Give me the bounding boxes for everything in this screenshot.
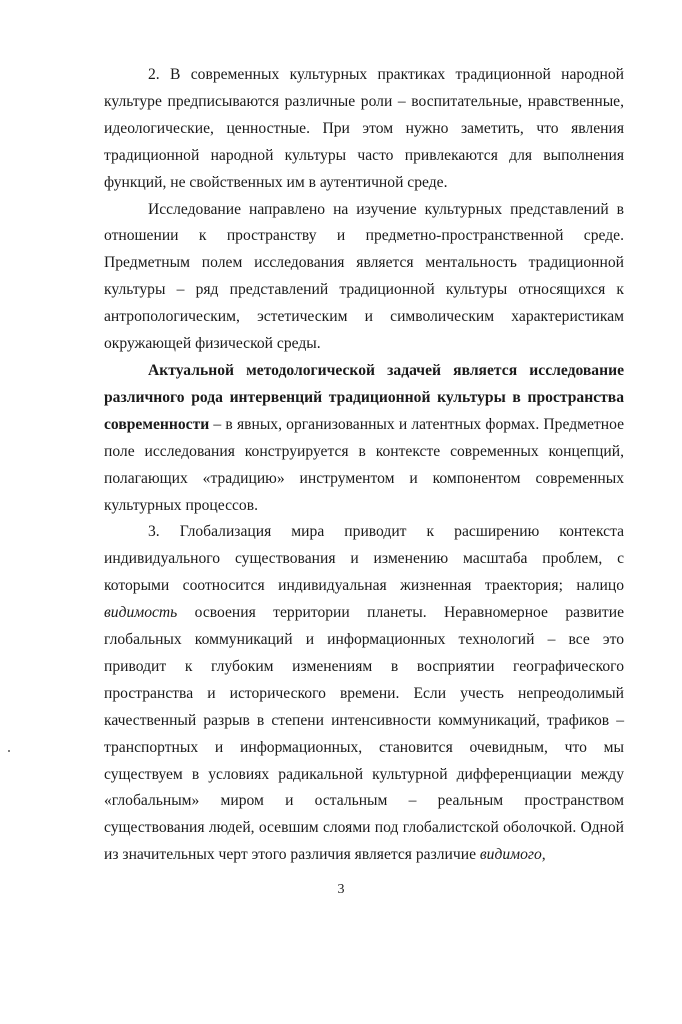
- paragraph-4-text-a: 3. Глобализация мира приводит к расширению контекста индивидуального существования и изменению масштаба проблем, с которыми соотносится индивидуальная жизненная траектория; налицо: [104, 523, 624, 595]
- paragraph-2: [104, 197, 624, 358]
- paragraph-1-text: 2. В современных культурных практиках традиционной народной культуре предписываются различные роли – воспитательные, нравственные, идеологические, ценностные. При этом нужно заметить, что явления традиционной народной культуры часто привлекаются для выполнения функций, не свойственных им в аутентичной среде.: [104, 66, 624, 191]
- paragraph-4-italic-a: видимость: [104, 604, 178, 622]
- paragraph-1: [104, 62, 624, 197]
- document-body: [104, 62, 624, 869]
- paragraph-4-italic-b: видимого,: [479, 846, 546, 864]
- paragraph-3-text: – в явных, организованных и латентных формах. Предметное поле исследования конструируется в контексте современных концепций, полагающих «традицию» инструментом и компонентом современных культурных процессов.: [104, 415, 624, 514]
- page-number: 3: [337, 882, 345, 897]
- paragraph-4: [104, 519, 624, 869]
- scan-speck: [8, 750, 10, 752]
- paragraph-4-text-b: освоения территории планеты. Неравномерное развитие глобальных коммуникаций и информационных технологий – все это приводит к глубоким изменениям в восприятии географического пространства и исторического времени. Если учесть непреодолимый качественный разрыв в степени интенсивности коммуникаций, трафиков – транспортных и информационных, становится очевидным, что мы существуем в условиях радикальной культурной дифференциации между «глобальным» миром и остальным – реальным пространством существования людей, осевшим слоями под глобалистской оболочкой. Одной из значительных черт этого различия является различие: [104, 604, 624, 864]
- paragraph-2-text: Исследование направлено на изучение культурных представлений в отношении к пространству и предметно-пространственной среде. Предметным полем исследования является ментальность традиционной культуры – ряд представлений традиционной культуры относящихся к антропологическим, эстетическим и символическим характеристикам окружающей физической среды.: [104, 200, 624, 353]
- paragraph-3: [104, 358, 624, 519]
- paragraph-3-bold-text: Актуальной методологической задачей является исследование различного рода интервенций традиционной культуры в пространства современности: [104, 361, 624, 433]
